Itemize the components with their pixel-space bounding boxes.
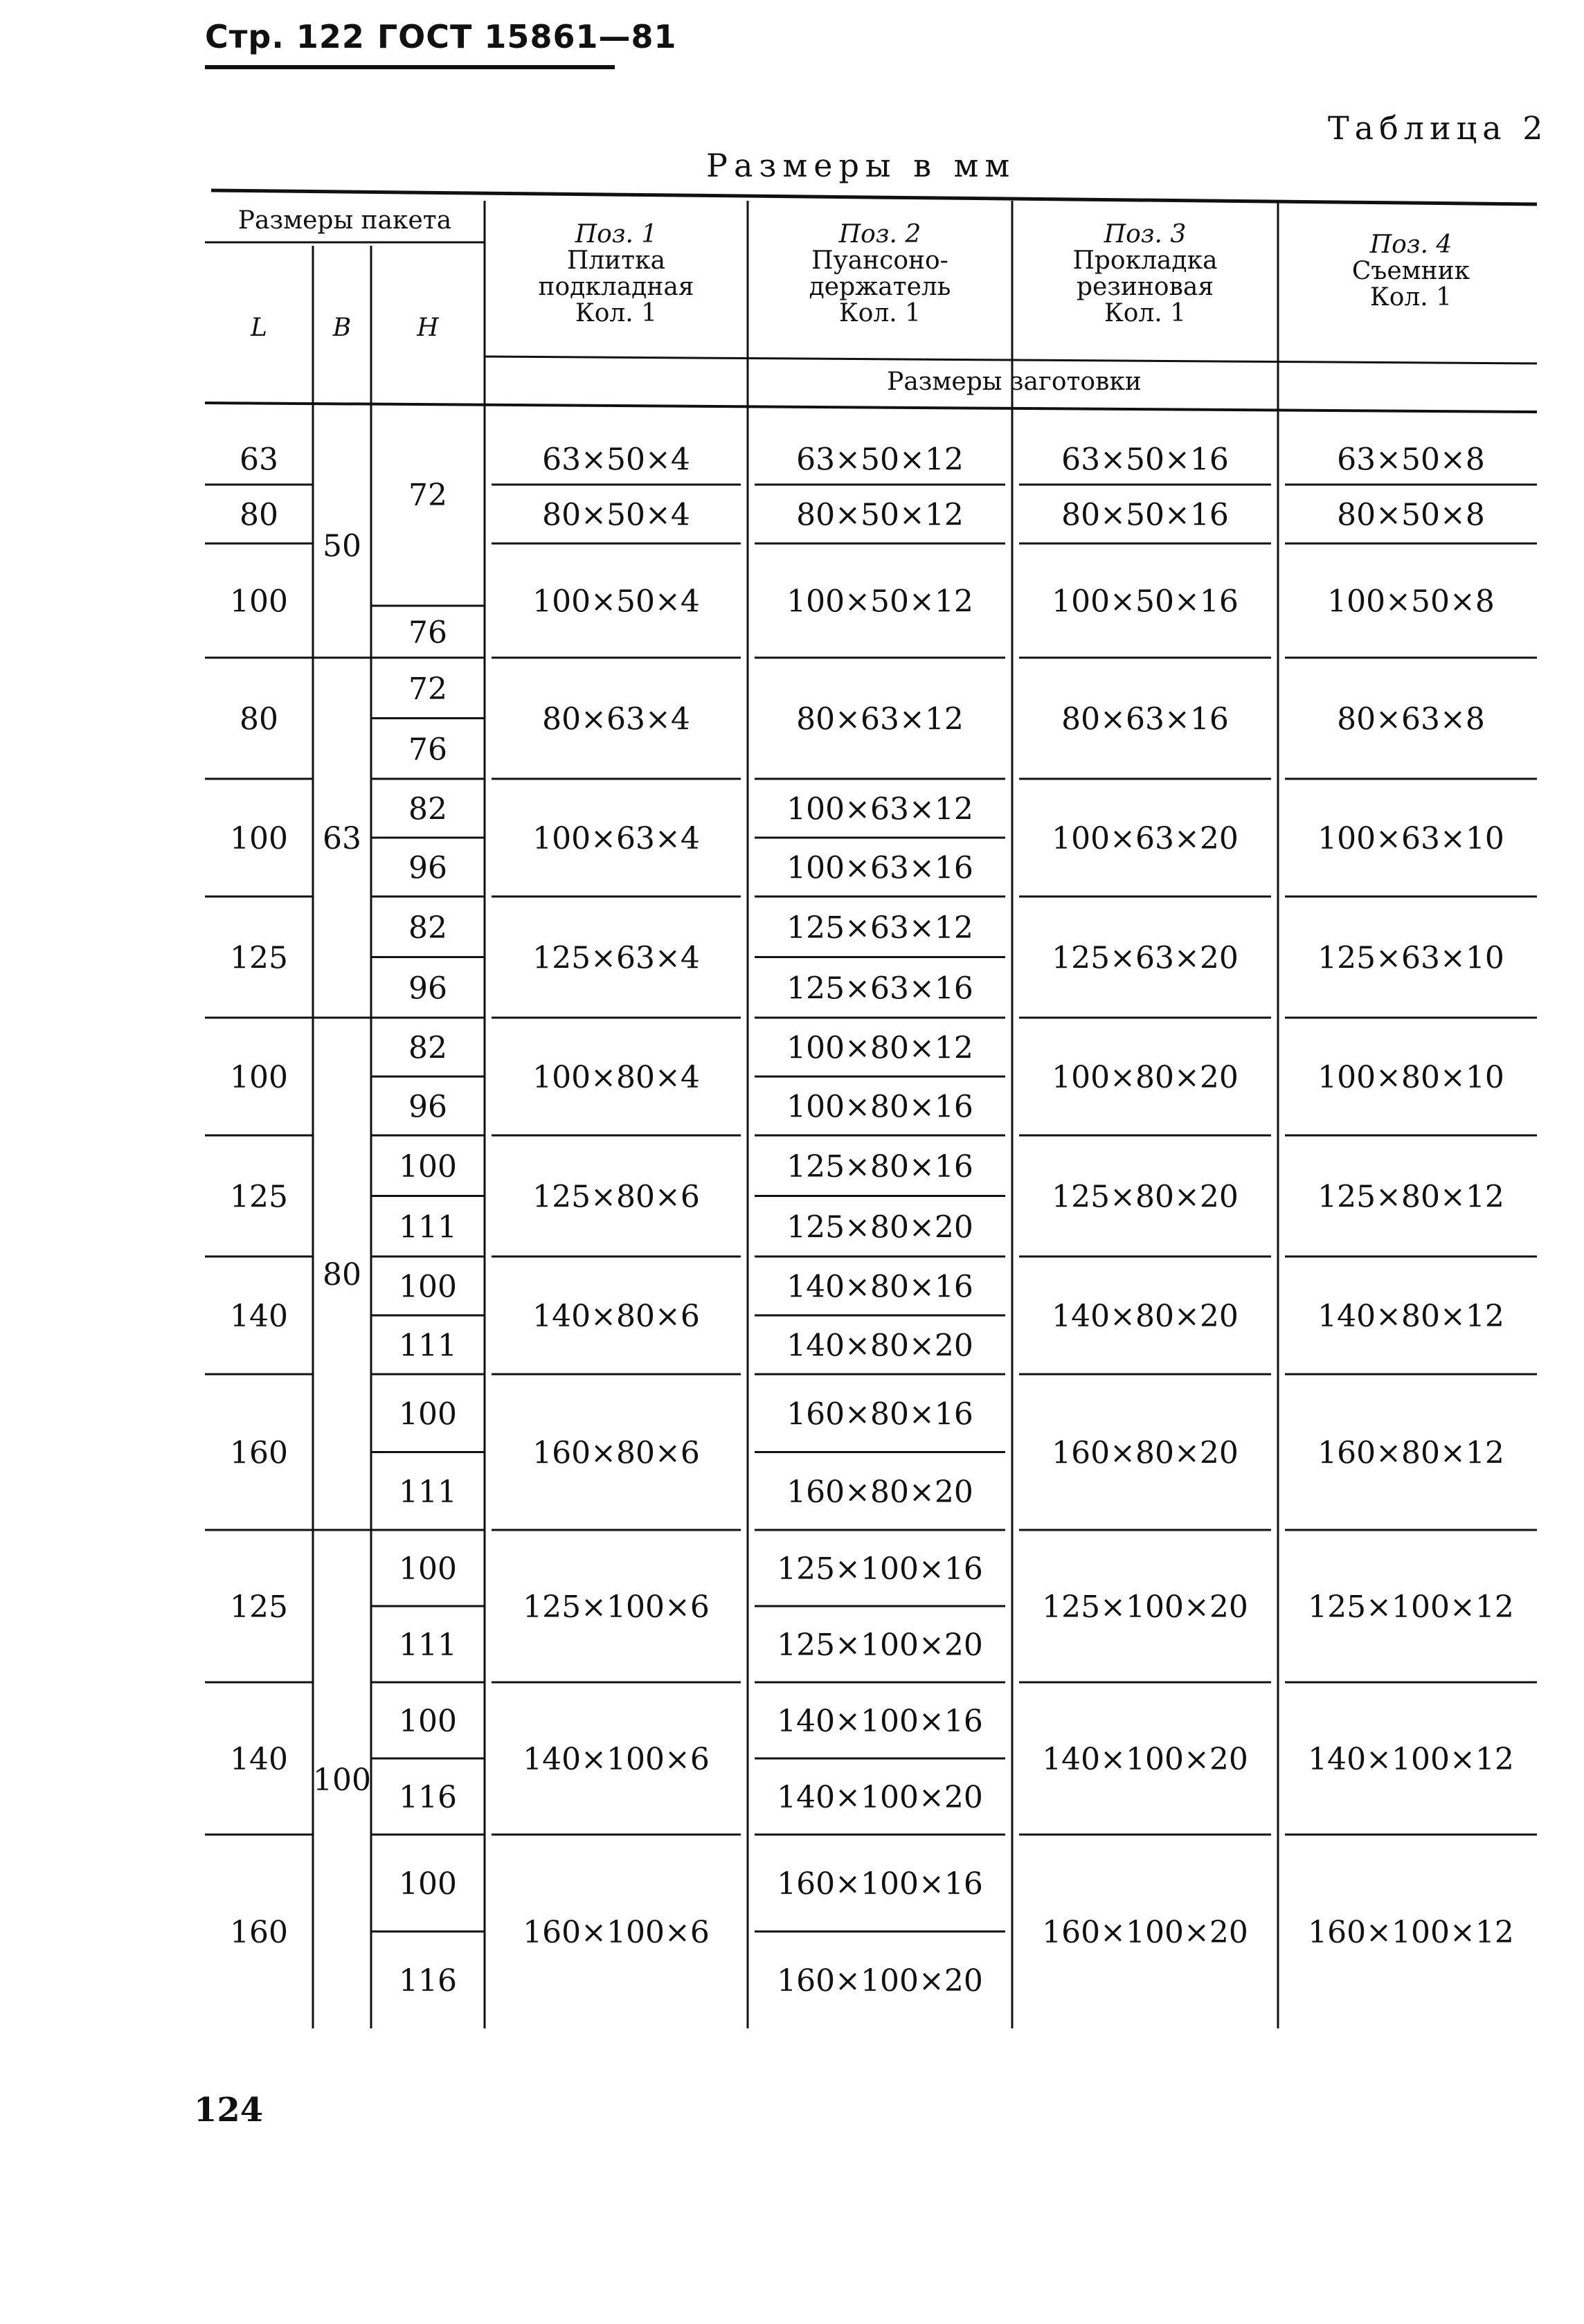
cell-pos1: 125×63×4 [532,940,700,976]
cell-pos3: 160×100×20 [1042,1915,1248,1950]
cell-pos1: 100×80×4 [532,1060,700,1095]
cell-pos3: 140×100×20 [1042,1742,1248,1777]
cell-pos3: 160×80×20 [1052,1435,1239,1471]
cell-H: 72 [408,478,447,513]
header-pos-1: Кол. 1 [575,299,658,327]
cell-pos2: 160×100×20 [777,1963,983,1999]
cell-pos4: 80×50×8 [1337,497,1485,533]
header-pos-1: Плитка [566,246,666,275]
cell-pos1: 125×100×6 [523,1589,710,1625]
cell-B: 50 [323,528,361,564]
cell-H: 96 [408,850,447,886]
cell-pos3: 80×63×16 [1061,701,1229,737]
header-pos-4: Съемник [1351,257,1470,285]
cell-pos2: 160×80×20 [786,1474,973,1510]
cell-H: 111 [399,1328,457,1364]
table-caption: Размеры в мм [706,147,1016,184]
cell-pos2: 160×80×16 [786,1396,973,1432]
cell-pos1: 63×50×4 [542,442,690,478]
cell-L: 100 [230,821,288,856]
cell-H: 100 [399,1704,457,1739]
cell-H: 96 [408,1089,447,1125]
cell-pos2: 125×63×16 [786,971,973,1007]
header-pos-4: Кол. 1 [1369,283,1452,312]
cell-B: 63 [323,821,361,856]
cell-B: 80 [323,1257,361,1292]
cell-pos3: 125×100×20 [1042,1589,1248,1625]
header-B: B [332,314,352,342]
cell-pos1: 80×63×4 [542,701,690,737]
page-label: Стр. 122 [205,18,365,55]
cell-pos2: 140×100×16 [777,1704,983,1739]
header-pos-3: Прокладка [1072,246,1218,275]
cell-pos2: 125×80×16 [786,1149,973,1184]
header-group-label: Размеры пакета [237,206,452,235]
cell-pos4: 160×80×12 [1317,1435,1504,1471]
header-L: L [251,314,267,342]
cell-pos3: 140×80×20 [1052,1299,1239,1334]
cell-H: 111 [399,1209,457,1245]
cell-pos4: 125×100×12 [1308,1589,1514,1625]
cell-L: 160 [230,1435,288,1471]
cell-pos4: 140×100×12 [1308,1742,1514,1777]
cell-pos3: 125×63×20 [1052,940,1239,976]
header-blank-sizes: Размеры заготовки [887,368,1142,396]
cell-pos2: 80×50×12 [796,497,964,533]
cell-pos4: 160×100×12 [1308,1915,1514,1950]
header-pos-2: Поз. 2 [838,220,921,249]
cell-pos2: 100×80×12 [786,1030,973,1066]
cell-H: 82 [408,791,447,827]
cell-pos1: 140×80×6 [532,1299,700,1334]
cell-L: 125 [230,1179,288,1215]
cell-H: 100 [399,1149,457,1184]
cell-pos4: 100×80×10 [1317,1060,1504,1095]
cell-pos1: 125×80×6 [532,1179,700,1215]
cell-pos4: 100×50×8 [1327,584,1495,620]
cell-pos2: 140×100×20 [777,1780,983,1815]
cell-pos4: 80×63×8 [1337,701,1485,737]
cell-pos4: 100×63×10 [1317,821,1504,856]
header-pos-1: подкладная [538,273,694,301]
cell-pos2: 125×100×16 [777,1551,983,1587]
cell-pos2: 125×100×20 [777,1628,983,1663]
cell-H: 82 [408,910,447,946]
cell-pos4: 125×63×10 [1317,940,1504,976]
cell-L: 160 [230,1915,288,1950]
standard-number: ГОСТ 15861—81 [377,18,677,55]
cell-pos1: 140×100×6 [523,1742,710,1777]
cell-pos3: 100×50×16 [1052,584,1239,620]
header-bottom-rule [205,403,1537,412]
cell-pos2: 100×63×12 [786,791,973,827]
cell-H: 72 [408,671,447,707]
cell-pos3: 100×80×20 [1052,1060,1239,1095]
cell-L: 140 [230,1742,288,1777]
header-pos-3: резиновая [1076,273,1214,301]
cell-L: 140 [230,1299,288,1334]
cell-L: 80 [240,497,278,533]
cell-H: 76 [408,615,447,651]
cell-H: 111 [399,1628,457,1663]
cell-pos2: 160×100×16 [777,1866,983,1902]
header-pos-2: Кол. 1 [838,299,921,327]
cell-H: 100 [399,1866,457,1902]
cell-H: 96 [408,971,447,1007]
header-pos-4: Поз. 4 [1369,231,1452,259]
cell-pos2: 100×80×16 [786,1089,973,1125]
header-pos-2: держатель [809,273,951,301]
cell-pos3: 100×63×20 [1052,821,1239,856]
header-H: H [417,314,439,342]
cell-pos2: 140×80×20 [786,1328,973,1364]
cell-pos1: 80×50×4 [542,497,690,533]
cell-pos2: 125×63×12 [786,910,973,946]
cell-pos2: 100×63×16 [786,850,973,886]
table-top-rule [211,190,1537,204]
cell-pos3: 80×50×16 [1061,497,1229,533]
cell-pos1: 160×80×6 [532,1435,700,1471]
cell-pos2: 100×50×12 [786,584,973,620]
cell-L: 63 [240,442,278,478]
cell-H: 100 [399,1396,457,1432]
cell-pos1: 100×50×4 [532,584,700,620]
cell-H: 116 [399,1963,457,1999]
cell-L: 125 [230,940,288,976]
header-pos-3: Кол. 1 [1104,299,1187,327]
cell-pos3: 63×50×16 [1061,442,1229,478]
cell-L: 125 [230,1589,288,1625]
cell-pos2: 63×50×12 [796,442,964,478]
cell-H: 111 [399,1474,457,1510]
header-pos-3: Поз. 3 [1104,220,1187,249]
cell-pos4: 125×80×12 [1317,1179,1504,1215]
cell-H: 76 [408,732,447,768]
cell-pos4: 63×50×8 [1337,442,1485,478]
header-pos-1: Поз. 1 [575,220,658,249]
cell-H: 82 [408,1030,447,1066]
cell-L: 100 [230,584,288,620]
cell-L: 80 [240,701,278,737]
cell-B: 100 [313,1763,371,1798]
table-label: Таблица 2 [1328,109,1549,147]
cell-H: 116 [399,1780,457,1815]
blank-sizes-rule [485,357,1537,363]
cell-pos3: 125×80×20 [1052,1179,1239,1215]
cell-pos2: 125×80×20 [786,1209,973,1245]
cell-H: 100 [399,1269,457,1305]
cell-pos2: 80×63×12 [796,701,964,737]
cell-pos1: 100×63×4 [532,821,700,856]
page-number: 124 [194,2091,264,2129]
cell-pos2: 140×80×16 [786,1269,973,1305]
cell-pos4: 140×80×12 [1317,1299,1504,1334]
cell-H: 100 [399,1551,457,1587]
cell-L: 100 [230,1060,288,1095]
cell-pos1: 160×100×6 [523,1915,710,1950]
header-pos-2: Пуансоно- [811,246,948,275]
